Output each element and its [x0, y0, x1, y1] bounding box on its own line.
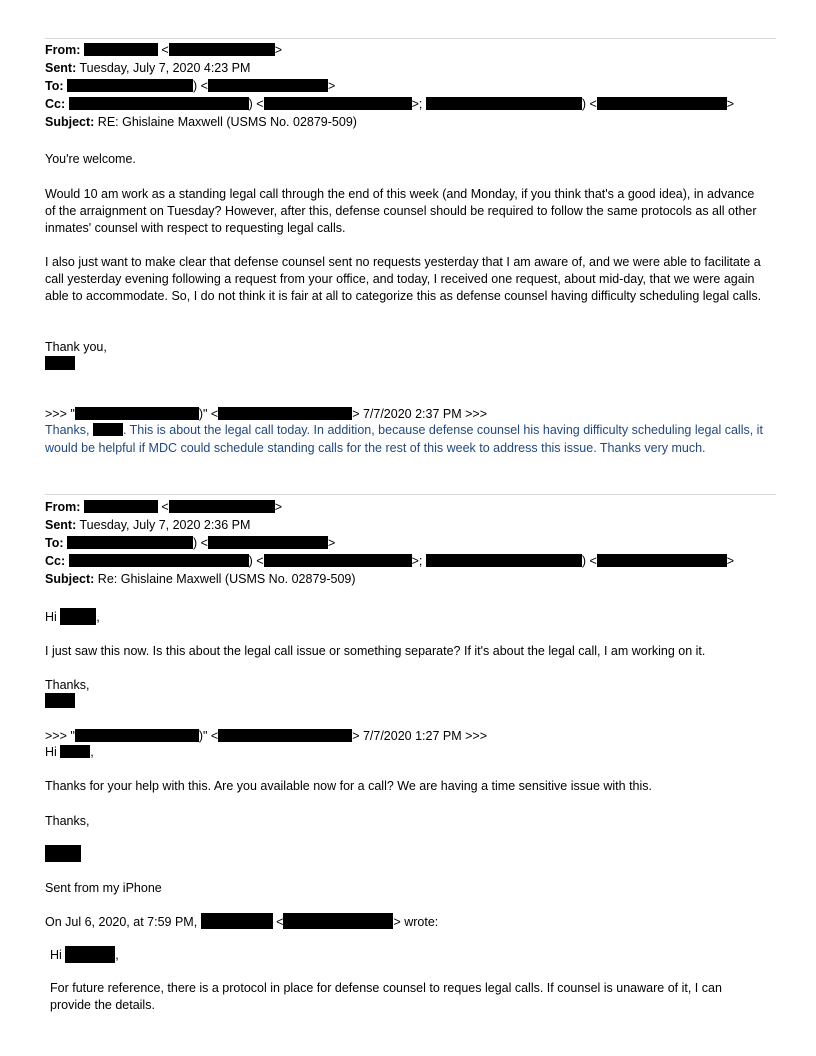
cc-label: Cc:: [45, 554, 66, 568]
subject-line: [45, 114, 357, 130]
sep: ) <: [193, 536, 208, 550]
signoff: Thank you,: [45, 340, 107, 354]
body-paragraph: I also just want to make clear that defense counsel sent no requests yesterday that I am aware of, and we were able to facilitate a call yesterday evening following a request from your office, and today, I received one request, about mid-day, that we were again able to accommodate. So, I do not think it is fair at all to categorize this as defense counsel having difficulty scheduling legal calls.: [45, 255, 762, 303]
comma: ,: [115, 948, 119, 962]
quote-prefix: >>> ": [45, 729, 75, 743]
cc-line: [45, 553, 734, 569]
signature-redaction: [45, 845, 81, 862]
redaction: [218, 729, 352, 742]
greeting: [50, 946, 119, 963]
redaction: [597, 97, 727, 110]
from-label: From:: [45, 43, 81, 57]
sep: >;: [411, 554, 423, 568]
greeting-text: Hi: [45, 745, 57, 759]
comma: ,: [96, 610, 100, 624]
quote-header: [45, 728, 487, 744]
quoted-message: [45, 422, 765, 457]
redaction: [69, 97, 249, 110]
redaction: [208, 536, 328, 549]
quote-header: [45, 406, 487, 422]
to-label: To:: [45, 536, 64, 550]
gt: >: [327, 79, 336, 93]
quote-prefix: >>> ": [45, 407, 75, 421]
gt: >: [274, 43, 283, 57]
divider: [45, 494, 776, 495]
redaction: [75, 407, 199, 420]
quote-suffix: > 7/7/2020 2:37 PM >>>: [352, 407, 488, 421]
sent-line: [45, 60, 250, 76]
redaction: [208, 79, 328, 92]
divider: [45, 38, 776, 39]
body-paragraph: Thanks for your help with this. Are you available now for a call? We are having a time sensitive issue with this.: [45, 779, 653, 793]
redaction: [84, 43, 158, 56]
quoted-text: . This is about the legal call today. In addition, because defense counsel his having difficulty scheduling legal calls, it would be helpful if MDC could schedule standing calls for the rest of this week to address this issue. Thanks very much.: [45, 423, 763, 455]
redaction: [201, 913, 273, 929]
gt: >: [327, 536, 336, 550]
sep: ) <: [248, 554, 264, 568]
redaction: [67, 79, 193, 92]
redaction: [93, 423, 123, 436]
redaction: [65, 946, 115, 963]
from-label: From:: [45, 500, 81, 514]
body-paragraph: You're welcome.: [45, 152, 136, 166]
sep: >;: [411, 97, 423, 111]
lt: <: [161, 500, 169, 514]
redaction: [67, 536, 193, 549]
redaction: [84, 500, 158, 513]
subject-label: Subject:: [45, 115, 95, 129]
comma: ,: [90, 745, 94, 759]
cc-line: [45, 96, 734, 112]
sent-line: [45, 517, 250, 533]
subject-value: Re: Ghislaine Maxwell (USMS No. 02879-509): [97, 572, 356, 586]
quoted-text: Thanks,: [45, 423, 93, 437]
redaction: [60, 608, 96, 625]
redaction: [264, 97, 412, 110]
redaction: [426, 97, 582, 110]
body-paragraph: I just saw this now. Is this about the legal call issue or something separate? If it's about the legal call, I am working on it.: [45, 644, 706, 658]
quote-mid: )" <: [198, 729, 219, 743]
sep: ) <: [248, 97, 264, 111]
cc-label: Cc:: [45, 97, 66, 111]
lt: <: [161, 43, 169, 57]
signoff: Thanks,: [45, 678, 90, 692]
greeting-text: Hi: [50, 948, 62, 962]
on-date-suffix: > wrote:: [393, 915, 439, 929]
subject-line: [45, 571, 356, 587]
sent-value: Tuesday, July 7, 2020 2:36 PM: [79, 518, 251, 532]
signature-redaction: [45, 693, 75, 708]
redaction: [75, 729, 199, 742]
redaction: [264, 554, 412, 567]
from-line: [45, 42, 282, 58]
to-label: To:: [45, 79, 64, 93]
gt: >: [274, 500, 283, 514]
signoff: Thanks,: [45, 814, 90, 828]
from-line: [45, 499, 282, 515]
greeting: [45, 744, 94, 760]
sent-from: Sent from my iPhone: [45, 881, 162, 895]
redaction: [169, 500, 275, 513]
on-date-text: On Jul 6, 2020, at 7:59 PM,: [45, 915, 198, 929]
greeting: [45, 608, 100, 625]
on-date-line: [45, 913, 438, 930]
redaction: [60, 745, 90, 758]
sent-label: Sent:: [45, 61, 77, 75]
to-line: [45, 535, 335, 551]
redaction: [283, 913, 393, 929]
gt: >: [726, 97, 735, 111]
sep: ) <: [193, 79, 208, 93]
redaction: [426, 554, 582, 567]
lt: <: [276, 915, 284, 929]
redaction: [597, 554, 727, 567]
redaction: [169, 43, 275, 56]
body-paragraph: For future reference, there is a protocol in place for defense counsel to reques legal calls. If counsel is unaware of it, I can provide the details.: [50, 981, 722, 1012]
sent-label: Sent:: [45, 518, 77, 532]
subject-value: RE: Ghislaine Maxwell (USMS No. 02879-509): [97, 115, 357, 129]
gt: >: [726, 554, 735, 568]
greeting-text: Hi: [45, 610, 57, 624]
sep: ) <: [581, 554, 597, 568]
redaction: [218, 407, 352, 420]
signature-redaction: [45, 356, 75, 370]
sep: ) <: [581, 97, 597, 111]
body-paragraph: Would 10 am work as a standing legal call through the end of this week (and Monday, if you think that's a good idea), in advance of the arraignment on Tuesday? However, after this, defense counsel should be required to follow the same protocols as all other inmates' counsel with respect to requesting legal calls.: [45, 187, 757, 235]
quote-suffix: > 7/7/2020 1:27 PM >>>: [352, 729, 488, 743]
redaction: [69, 554, 249, 567]
sent-value: Tuesday, July 7, 2020 4:23 PM: [79, 61, 251, 75]
to-line: [45, 78, 335, 94]
subject-label: Subject:: [45, 572, 95, 586]
quote-mid: )" <: [198, 407, 219, 421]
